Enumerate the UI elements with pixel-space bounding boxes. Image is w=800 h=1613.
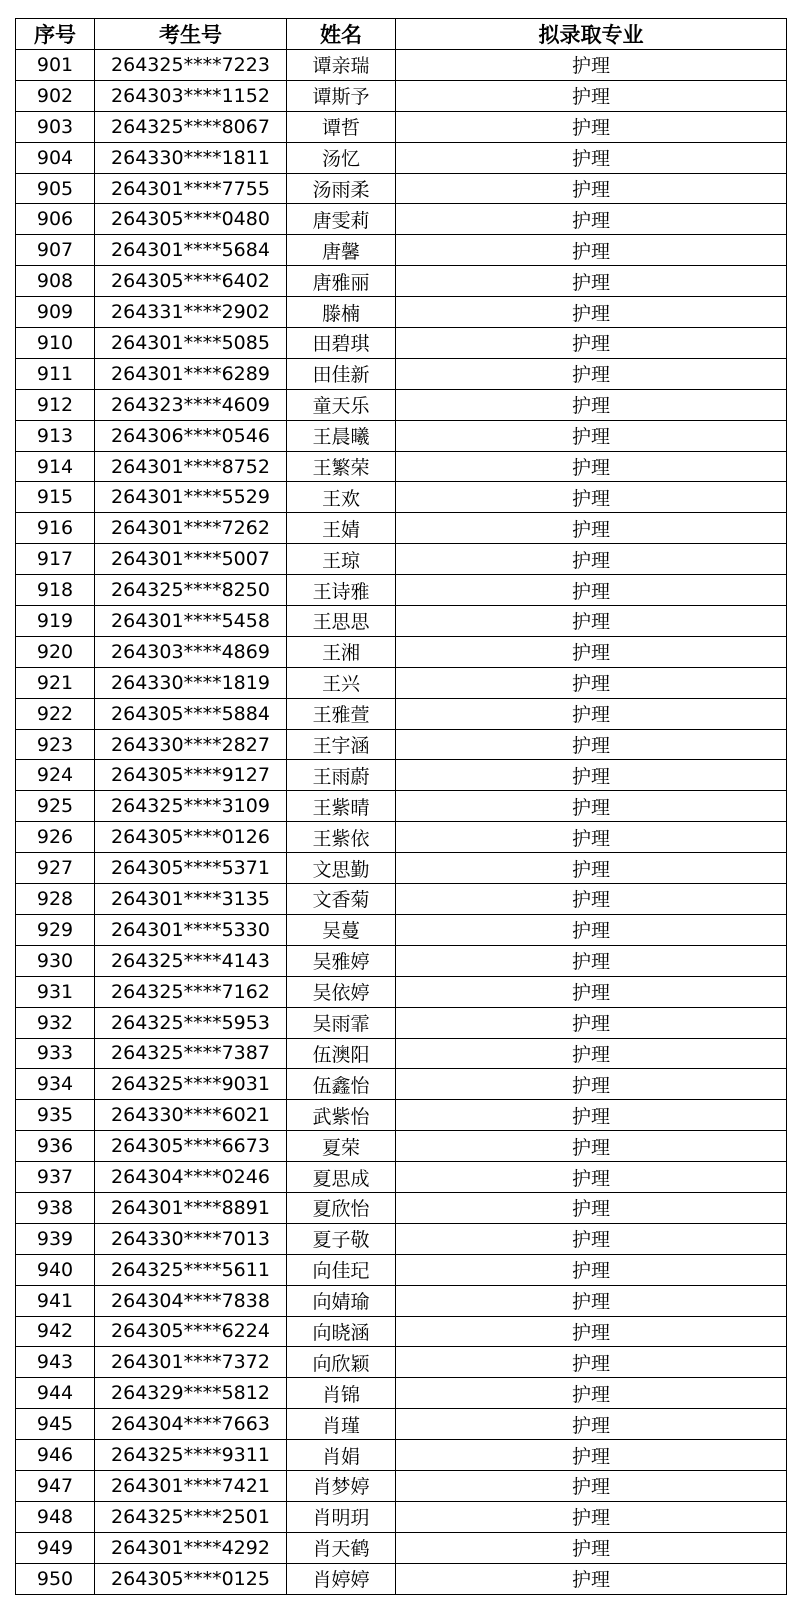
cell-serial-number: 941 <box>16 1285 95 1316</box>
cell-admitted-major: 护理 <box>396 1501 787 1532</box>
cell-candidate-number: 264329****5812 <box>95 1378 287 1409</box>
cell-admitted-major: 护理 <box>396 297 787 328</box>
table-row <box>16 1347 787 1378</box>
cell-serial-number: 926 <box>16 822 95 853</box>
cell-admitted-major: 护理 <box>396 698 787 729</box>
cell-candidate-number: 264301****7755 <box>95 173 287 204</box>
cell-serial-number: 934 <box>16 1069 95 1100</box>
cell-admitted-major: 护理 <box>396 1223 787 1254</box>
table-row <box>16 1223 787 1254</box>
table-row <box>16 822 787 853</box>
cell-admitted-major: 护理 <box>396 945 787 976</box>
table-row <box>16 853 787 884</box>
cell-name: 夏欣怡 <box>287 1192 396 1223</box>
cell-serial-number: 913 <box>16 420 95 451</box>
cell-candidate-number: 264301****3135 <box>95 884 287 915</box>
cell-candidate-number: 264305****0125 <box>95 1563 287 1594</box>
table-row <box>16 760 787 791</box>
table-row <box>16 1192 787 1223</box>
table-row <box>16 729 787 760</box>
cell-serial-number: 928 <box>16 884 95 915</box>
cell-admitted-major: 护理 <box>396 235 787 266</box>
cell-candidate-number: 264301****6289 <box>95 358 287 389</box>
cell-serial-number: 944 <box>16 1378 95 1409</box>
cell-serial-number: 902 <box>16 80 95 111</box>
cell-name: 谭亲瑞 <box>287 50 396 81</box>
cell-admitted-major: 护理 <box>396 173 787 204</box>
cell-serial-number: 947 <box>16 1470 95 1501</box>
cell-candidate-number: 264305****0126 <box>95 822 287 853</box>
cell-serial-number: 904 <box>16 142 95 173</box>
cell-admitted-major: 护理 <box>396 1470 787 1501</box>
cell-admitted-major: 护理 <box>396 760 787 791</box>
cell-serial-number: 942 <box>16 1316 95 1347</box>
cell-admitted-major: 护理 <box>396 50 787 81</box>
cell-candidate-number: 264323****4609 <box>95 389 287 420</box>
cell-admitted-major: 护理 <box>396 1069 787 1100</box>
cell-name: 吴雅婷 <box>287 945 396 976</box>
cell-admitted-major: 护理 <box>396 606 787 637</box>
cell-candidate-number: 264305****0480 <box>95 204 287 235</box>
table-row <box>16 358 787 389</box>
header-candidate-number: 考生号 <box>95 19 287 50</box>
cell-admitted-major: 护理 <box>396 389 787 420</box>
table-row <box>16 606 787 637</box>
cell-name: 谭哲 <box>287 111 396 142</box>
cell-admitted-major: 护理 <box>396 636 787 667</box>
table-row <box>16 173 787 204</box>
cell-candidate-number: 264325****7223 <box>95 50 287 81</box>
cell-candidate-number: 264301****5529 <box>95 482 287 513</box>
table-body <box>16 50 787 1595</box>
cell-name: 肖婷婷 <box>287 1563 396 1594</box>
cell-candidate-number: 264301****8891 <box>95 1192 287 1223</box>
cell-serial-number: 930 <box>16 945 95 976</box>
cell-serial-number: 914 <box>16 451 95 482</box>
cell-admitted-major: 护理 <box>396 328 787 359</box>
cell-serial-number: 922 <box>16 698 95 729</box>
header-admitted-major: 拟录取专业 <box>396 19 787 50</box>
cell-serial-number: 946 <box>16 1440 95 1471</box>
admission-table <box>15 18 787 1595</box>
cell-serial-number: 935 <box>16 1100 95 1131</box>
cell-admitted-major: 护理 <box>396 1254 787 1285</box>
cell-name: 田碧琪 <box>287 328 396 359</box>
cell-name: 肖梦婷 <box>287 1470 396 1501</box>
cell-admitted-major: 护理 <box>396 451 787 482</box>
cell-name: 武紫怡 <box>287 1100 396 1131</box>
cell-serial-number: 923 <box>16 729 95 760</box>
table-row <box>16 1162 787 1193</box>
table-row <box>16 50 787 81</box>
table-row <box>16 451 787 482</box>
cell-admitted-major: 护理 <box>396 142 787 173</box>
cell-admitted-major: 护理 <box>396 1532 787 1563</box>
table-row <box>16 945 787 976</box>
cell-candidate-number: 264305****9127 <box>95 760 287 791</box>
cell-name: 肖娟 <box>287 1440 396 1471</box>
cell-admitted-major: 护理 <box>396 575 787 606</box>
cell-name: 向欣颖 <box>287 1347 396 1378</box>
table-row <box>16 1254 787 1285</box>
cell-name: 唐雅丽 <box>287 266 396 297</box>
table-row <box>16 1470 787 1501</box>
table-row <box>16 266 787 297</box>
cell-serial-number: 916 <box>16 513 95 544</box>
cell-name: 夏荣 <box>287 1131 396 1162</box>
cell-admitted-major: 护理 <box>396 729 787 760</box>
table-row <box>16 698 787 729</box>
cell-serial-number: 915 <box>16 482 95 513</box>
cell-candidate-number: 264331****2902 <box>95 297 287 328</box>
cell-name: 吴依婷 <box>287 976 396 1007</box>
cell-candidate-number: 264303****4869 <box>95 636 287 667</box>
cell-candidate-number: 264325****8067 <box>95 111 287 142</box>
cell-name: 王琼 <box>287 544 396 575</box>
cell-admitted-major: 护理 <box>396 1409 787 1440</box>
cell-name: 王晨曦 <box>287 420 396 451</box>
cell-admitted-major: 护理 <box>396 853 787 884</box>
cell-name: 童天乐 <box>287 389 396 420</box>
cell-serial-number: 917 <box>16 544 95 575</box>
cell-name: 王思思 <box>287 606 396 637</box>
cell-name: 汤雨柔 <box>287 173 396 204</box>
cell-admitted-major: 护理 <box>396 111 787 142</box>
cell-name: 王婧 <box>287 513 396 544</box>
table-row <box>16 111 787 142</box>
cell-name: 伍鑫怡 <box>287 1069 396 1100</box>
cell-serial-number: 936 <box>16 1131 95 1162</box>
cell-candidate-number: 264301****5007 <box>95 544 287 575</box>
cell-admitted-major: 护理 <box>396 1440 787 1471</box>
cell-name: 肖锦 <box>287 1378 396 1409</box>
cell-candidate-number: 264301****7421 <box>95 1470 287 1501</box>
table-row <box>16 389 787 420</box>
cell-serial-number: 950 <box>16 1563 95 1594</box>
cell-serial-number: 920 <box>16 636 95 667</box>
cell-candidate-number: 264306****0546 <box>95 420 287 451</box>
table-row <box>16 80 787 111</box>
cell-serial-number: 903 <box>16 111 95 142</box>
cell-serial-number: 905 <box>16 173 95 204</box>
cell-admitted-major: 护理 <box>396 266 787 297</box>
cell-serial-number: 918 <box>16 575 95 606</box>
table-row <box>16 513 787 544</box>
cell-name: 王湘 <box>287 636 396 667</box>
cell-candidate-number: 264301****7372 <box>95 1347 287 1378</box>
table-row <box>16 1007 787 1038</box>
cell-name: 吴雨霏 <box>287 1007 396 1038</box>
cell-admitted-major: 护理 <box>396 1378 787 1409</box>
cell-name: 王紫依 <box>287 822 396 853</box>
cell-admitted-major: 护理 <box>396 544 787 575</box>
cell-serial-number: 906 <box>16 204 95 235</box>
table-row <box>16 636 787 667</box>
cell-serial-number: 933 <box>16 1038 95 1069</box>
cell-serial-number: 940 <box>16 1254 95 1285</box>
table-row <box>16 1563 787 1594</box>
cell-admitted-major: 护理 <box>396 80 787 111</box>
cell-serial-number: 908 <box>16 266 95 297</box>
cell-admitted-major: 护理 <box>396 420 787 451</box>
cell-serial-number: 912 <box>16 389 95 420</box>
cell-candidate-number: 264305****6224 <box>95 1316 287 1347</box>
table-row <box>16 1038 787 1069</box>
table-row <box>16 482 787 513</box>
cell-admitted-major: 护理 <box>396 791 787 822</box>
cell-candidate-number: 264301****5458 <box>95 606 287 637</box>
cell-name: 夏思成 <box>287 1162 396 1193</box>
cell-candidate-number: 264325****4143 <box>95 945 287 976</box>
cell-name: 汤忆 <box>287 142 396 173</box>
cell-candidate-number: 264304****7663 <box>95 1409 287 1440</box>
cell-serial-number: 901 <box>16 50 95 81</box>
cell-serial-number: 939 <box>16 1223 95 1254</box>
cell-serial-number: 910 <box>16 328 95 359</box>
cell-admitted-major: 护理 <box>396 1007 787 1038</box>
cell-name: 王宇涵 <box>287 729 396 760</box>
cell-name: 向婧瑜 <box>287 1285 396 1316</box>
cell-serial-number: 927 <box>16 853 95 884</box>
cell-name: 夏子敬 <box>287 1223 396 1254</box>
table-row <box>16 1440 787 1471</box>
table-row <box>16 1069 787 1100</box>
cell-candidate-number: 264330****6021 <box>95 1100 287 1131</box>
cell-name: 滕楠 <box>287 297 396 328</box>
cell-serial-number: 909 <box>16 297 95 328</box>
cell-candidate-number: 264330****2827 <box>95 729 287 760</box>
cell-admitted-major: 护理 <box>396 358 787 389</box>
cell-name: 肖明玥 <box>287 1501 396 1532</box>
cell-name: 王雨蔚 <box>287 760 396 791</box>
cell-admitted-major: 护理 <box>396 1162 787 1193</box>
cell-serial-number: 907 <box>16 235 95 266</box>
cell-admitted-major: 护理 <box>396 1038 787 1069</box>
cell-admitted-major: 护理 <box>396 482 787 513</box>
cell-candidate-number: 264325****8250 <box>95 575 287 606</box>
cell-candidate-number: 264325****9311 <box>95 1440 287 1471</box>
cell-candidate-number: 264330****1811 <box>95 142 287 173</box>
cell-admitted-major: 护理 <box>396 513 787 544</box>
table-row <box>16 204 787 235</box>
cell-candidate-number: 264325****3109 <box>95 791 287 822</box>
table-row <box>16 1501 787 1532</box>
cell-name: 王繁荣 <box>287 451 396 482</box>
cell-admitted-major: 护理 <box>396 1347 787 1378</box>
cell-name: 唐雯莉 <box>287 204 396 235</box>
cell-candidate-number: 264303****1152 <box>95 80 287 111</box>
cell-candidate-number: 264301****7262 <box>95 513 287 544</box>
cell-candidate-number: 264325****7162 <box>95 976 287 1007</box>
cell-candidate-number: 264325****5953 <box>95 1007 287 1038</box>
cell-serial-number: 931 <box>16 976 95 1007</box>
table-row <box>16 297 787 328</box>
cell-serial-number: 924 <box>16 760 95 791</box>
cell-name: 肖瑾 <box>287 1409 396 1440</box>
cell-candidate-number: 264325****9031 <box>95 1069 287 1100</box>
cell-admitted-major: 护理 <box>396 1192 787 1223</box>
cell-name: 田佳新 <box>287 358 396 389</box>
cell-admitted-major: 护理 <box>396 976 787 1007</box>
cell-serial-number: 921 <box>16 667 95 698</box>
cell-candidate-number: 264325****5611 <box>95 1254 287 1285</box>
cell-admitted-major: 护理 <box>396 914 787 945</box>
table-row <box>16 791 787 822</box>
cell-serial-number: 943 <box>16 1347 95 1378</box>
table-row <box>16 1409 787 1440</box>
table-header-row <box>16 19 787 50</box>
table-row <box>16 1285 787 1316</box>
cell-name: 文香菊 <box>287 884 396 915</box>
table-row <box>16 575 787 606</box>
cell-serial-number: 919 <box>16 606 95 637</box>
cell-candidate-number: 264305****6402 <box>95 266 287 297</box>
cell-admitted-major: 护理 <box>396 1131 787 1162</box>
cell-name: 王紫晴 <box>287 791 396 822</box>
cell-serial-number: 929 <box>16 914 95 945</box>
table-row <box>16 142 787 173</box>
table-row <box>16 235 787 266</box>
cell-candidate-number: 264305****5371 <box>95 853 287 884</box>
cell-candidate-number: 264301****5684 <box>95 235 287 266</box>
cell-admitted-major: 护理 <box>396 1285 787 1316</box>
cell-admitted-major: 护理 <box>396 667 787 698</box>
table-row <box>16 1131 787 1162</box>
cell-name: 吴蔓 <box>287 914 396 945</box>
cell-candidate-number: 264330****1819 <box>95 667 287 698</box>
table-row <box>16 914 787 945</box>
table-row <box>16 328 787 359</box>
cell-name: 唐馨 <box>287 235 396 266</box>
cell-name: 谭斯予 <box>287 80 396 111</box>
cell-name: 文思勤 <box>287 853 396 884</box>
cell-candidate-number: 264330****7013 <box>95 1223 287 1254</box>
cell-candidate-number: 264301****8752 <box>95 451 287 482</box>
cell-serial-number: 911 <box>16 358 95 389</box>
cell-candidate-number: 264304****7838 <box>95 1285 287 1316</box>
table-row <box>16 1100 787 1131</box>
cell-candidate-number: 264305****5884 <box>95 698 287 729</box>
cell-serial-number: 932 <box>16 1007 95 1038</box>
cell-candidate-number: 264301****4292 <box>95 1532 287 1563</box>
table-row <box>16 420 787 451</box>
cell-name: 向佳玘 <box>287 1254 396 1285</box>
cell-candidate-number: 264325****2501 <box>95 1501 287 1532</box>
table-row <box>16 1316 787 1347</box>
cell-serial-number: 938 <box>16 1192 95 1223</box>
cell-serial-number: 937 <box>16 1162 95 1193</box>
cell-admitted-major: 护理 <box>396 822 787 853</box>
cell-admitted-major: 护理 <box>396 204 787 235</box>
table-row <box>16 1532 787 1563</box>
cell-candidate-number: 264301****5330 <box>95 914 287 945</box>
cell-candidate-number: 264301****5085 <box>95 328 287 359</box>
cell-serial-number: 925 <box>16 791 95 822</box>
cell-admitted-major: 护理 <box>396 1563 787 1594</box>
table-row <box>16 1378 787 1409</box>
header-serial-number: 序号 <box>16 19 95 50</box>
table-row <box>16 884 787 915</box>
cell-name: 王诗雅 <box>287 575 396 606</box>
cell-admitted-major: 护理 <box>396 1100 787 1131</box>
cell-admitted-major: 护理 <box>396 1316 787 1347</box>
cell-serial-number: 945 <box>16 1409 95 1440</box>
cell-name: 王欢 <box>287 482 396 513</box>
cell-serial-number: 948 <box>16 1501 95 1532</box>
cell-name: 肖天鹤 <box>287 1532 396 1563</box>
cell-admitted-major: 护理 <box>396 884 787 915</box>
cell-name: 向晓涵 <box>287 1316 396 1347</box>
cell-candidate-number: 264304****0246 <box>95 1162 287 1193</box>
cell-name: 伍澳阳 <box>287 1038 396 1069</box>
cell-name: 王雅萱 <box>287 698 396 729</box>
cell-candidate-number: 264325****7387 <box>95 1038 287 1069</box>
cell-name: 王兴 <box>287 667 396 698</box>
cell-candidate-number: 264305****6673 <box>95 1131 287 1162</box>
header-name: 姓名 <box>287 19 396 50</box>
cell-serial-number: 949 <box>16 1532 95 1563</box>
table-row <box>16 667 787 698</box>
table-row <box>16 544 787 575</box>
table-row <box>16 976 787 1007</box>
